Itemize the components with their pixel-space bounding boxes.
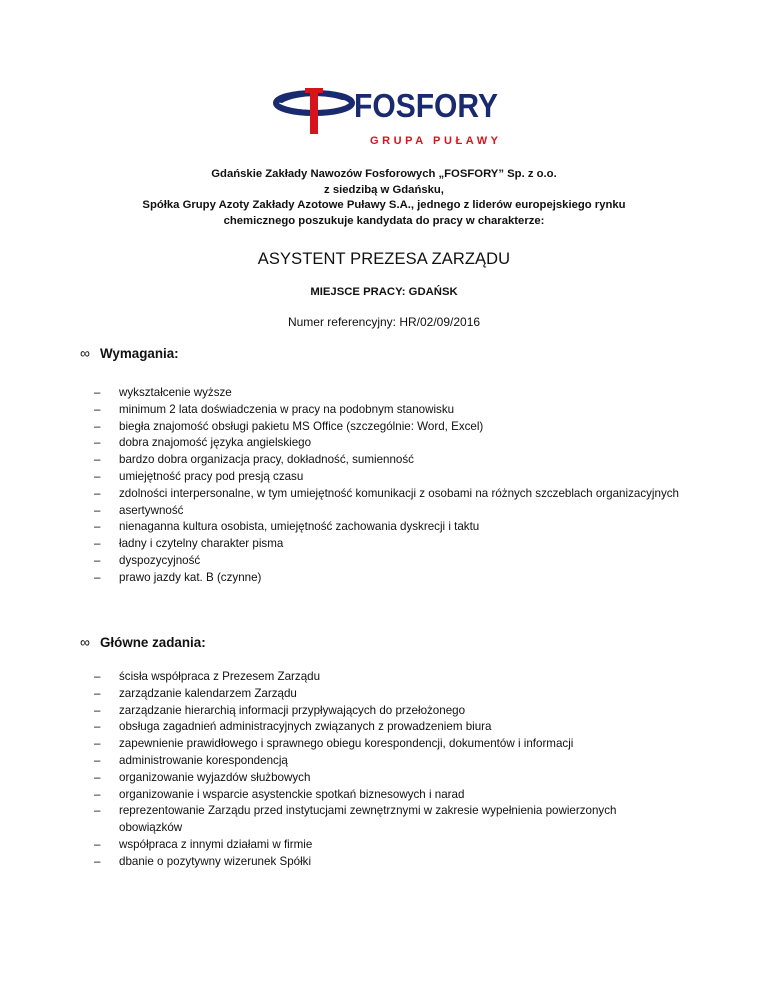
list-item: – organizowanie i wsparcie asystenckie spotkań biznesowych i narad — [80, 787, 680, 804]
list-item: – dobra znajomość języka angielskiego — [80, 435, 680, 452]
list-item: – asertywność — [80, 503, 680, 520]
list-item: – reprezentowanie Zarządu przed instytucjami zewnętrznymi w zakresie wypełnienia powierzonych obowiązków — [80, 803, 680, 837]
list-item: – dbanie o pozytywny wizerunek Spółki — [80, 854, 680, 871]
list-item: – prawo jazdy kat. B (czynne) — [80, 570, 680, 587]
infinity-bullet-icon: ∞ — [80, 345, 90, 361]
list-item: – administrowanie korespondencją — [80, 753, 680, 770]
list-item: – obsługa zagadnień administracyjnych związanych z prowadzeniem biura — [80, 719, 680, 736]
brand-name: FOSFORY — [354, 87, 498, 124]
list-item: – organizowanie wyjazdów służbowych — [80, 770, 680, 787]
reference-number: Numer referencyjny: HR/02/09/2016 — [287, 315, 481, 329]
infinity-bullet-icon: ∞ — [80, 634, 90, 650]
job-title: ASYSTENT PREZESA ZARZĄDU — [257, 250, 511, 268]
list-item: – bardzo dobra organizacja pracy, dokładność, sumienność — [80, 452, 680, 469]
intro-paragraph — [80, 167, 688, 229]
workplace: MIEJSCE PRACY: GDAŃSK — [310, 286, 458, 298]
tasks-list — [80, 669, 680, 871]
requirements-list — [80, 385, 680, 587]
list-item: – umiejętność pracy pod presją czasu — [80, 469, 680, 486]
company-logo — [272, 86, 502, 148]
section-title: Wymagania: — [100, 345, 179, 361]
list-item: – biegła znajomość obsługi pakietu MS Office (szczególnie: Word, Excel) — [80, 419, 680, 436]
list-item: – ścisła współpraca z Prezesem Zarządu — [80, 669, 680, 686]
brand-tagline: GRUPA PUŁAWY — [370, 135, 498, 147]
list-item: – zdolności interpersonalne, w tym umiejętność komunikacji z osobami na różnych szczeblach organizacyjnych — [80, 486, 680, 503]
section-title: Główne zadania: — [100, 634, 206, 650]
intro-line: z siedzibą w Gdańsku, — [324, 183, 444, 196]
list-item: – dyspozycyjność — [80, 553, 680, 570]
intro-line: chemicznego poszukuje kandydata do pracy w charakterze: — [223, 214, 545, 227]
list-item: – ładny i czytelny charakter pisma — [80, 536, 680, 553]
list-item: – zapewnienie prawidłowego i sprawnego obiegu korespondencji, dokumentów i informacji — [80, 736, 680, 753]
fosfory-logo-graphic — [272, 86, 502, 148]
list-item: – wykształcenie wyższe — [80, 385, 680, 402]
list-item: – współpraca z innymi działami w firmie — [80, 837, 680, 854]
intro-line: Gdańskie Zakłady Nawozów Fosforowych „FOSFORY” Sp. z o.o. — [211, 168, 557, 180]
tasks-heading — [80, 634, 206, 650]
list-item: – nienaganna kultura osobista, umiejętność zachowania dyskrecji i taktu — [80, 519, 680, 536]
list-item: – zarządzanie hierarchią informacji przypływających do przełożonego — [80, 703, 680, 720]
intro-line: Spółka Grupy Azoty Zakłady Azotowe Puławy S.A., jednego z liderów europejskiego rynku — [142, 199, 626, 211]
list-item: – zarządzanie kalendarzem Zarządu — [80, 686, 680, 703]
list-item: – minimum 2 lata doświadczenia w pracy na podobnym stanowisku — [80, 402, 680, 419]
requirements-heading — [80, 345, 179, 361]
